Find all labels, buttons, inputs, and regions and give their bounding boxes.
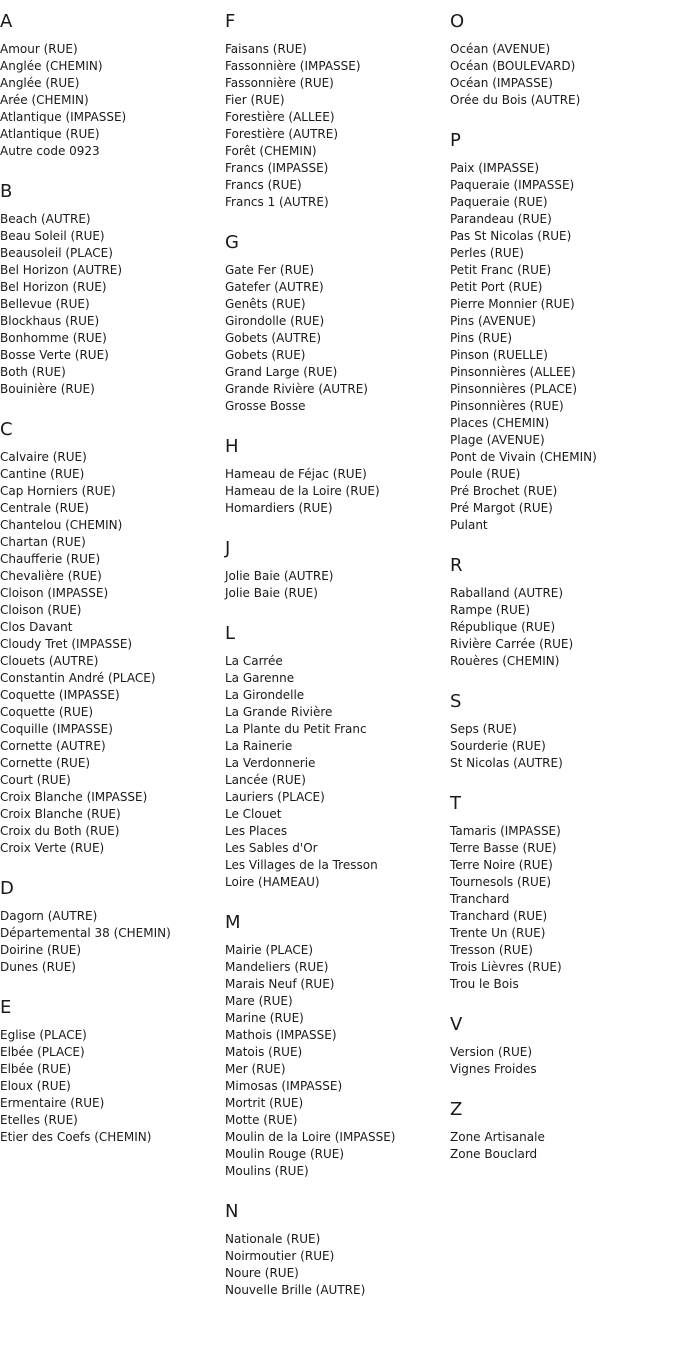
street-name: Eloux (RUE) [0, 1079, 71, 1093]
street-name: La Verdonnerie [225, 756, 316, 770]
street-name: Bosse Verte (RUE) [0, 348, 109, 362]
letter-heading: H [225, 436, 239, 457]
street-name: Chantelou (CHEMIN) [0, 518, 123, 532]
street-name: Mortrit (RUE) [225, 1096, 304, 1110]
letter-heading: G [225, 232, 239, 253]
letter-section-m [225, 912, 450, 1180]
street-name: Parandeau (RUE) [450, 212, 552, 226]
street-name: Coquille (IMPASSE) [0, 722, 113, 736]
street-list [450, 41, 675, 109]
street-name: Océan (IMPASSE) [450, 76, 553, 90]
letter-heading: C [0, 419, 13, 440]
street-name: Les Sables d'Or [225, 841, 318, 855]
street-name: Centrale (RUE) [0, 501, 89, 515]
street-name: Gobets (AUTRE) [225, 331, 322, 345]
street-name: Doirine (RUE) [0, 943, 82, 957]
street-list [225, 466, 450, 517]
street-name: Bonhomme (RUE) [0, 331, 107, 345]
letter-heading: V [450, 1014, 463, 1035]
street-name: Jolie Baie (AUTRE) [225, 569, 334, 583]
letter-heading: S [450, 691, 462, 712]
street-name: Francs (RUE) [225, 178, 302, 192]
street-name: Girondolle (RUE) [225, 314, 325, 328]
street-name: Noure (RUE) [225, 1266, 299, 1280]
street-name: Forestière (ALLEE) [225, 110, 335, 124]
street-name: Trou le Bois [450, 977, 519, 991]
street-name: Grand Large (RUE) [225, 365, 338, 379]
street-name: Etier des Coefs (CHEMIN) [0, 1130, 152, 1144]
street-name: Raballand (AUTRE) [450, 586, 564, 600]
street-name: Fier (RUE) [225, 93, 285, 107]
street-list [450, 823, 675, 993]
street-name: Bellevue (RUE) [0, 297, 90, 311]
street-name: Cornette (AUTRE) [0, 739, 106, 753]
street-name: Chaufferie (RUE) [0, 552, 101, 566]
street-name: Rampe (RUE) [450, 603, 530, 617]
index-column-3 [450, 0, 675, 1299]
street-name: Gatefer (AUTRE) [225, 280, 324, 294]
letter-section-a [0, 11, 225, 160]
street-name: Seps (RUE) [450, 722, 517, 736]
street-name: La Carrée [225, 654, 283, 668]
street-name: Trois Lièvres (RUE) [450, 960, 562, 974]
street-name: Trente Un (RUE) [450, 926, 546, 940]
street-name: Beach (AUTRE) [0, 212, 91, 226]
street-name: Clos Davant [0, 620, 73, 634]
street-name: Amour (RUE) [0, 42, 78, 56]
street-name: Pinsonnières (ALLEE) [450, 365, 576, 379]
street-name: Tournesols (RUE) [450, 875, 552, 889]
street-list [450, 585, 675, 670]
street-name: Francs (IMPASSE) [225, 161, 329, 175]
letter-section-h [225, 436, 450, 517]
street-name: Paqueraie (RUE) [450, 195, 548, 209]
street-list [0, 908, 225, 976]
street-name: St Nicolas (AUTRE) [450, 756, 563, 770]
street-list [0, 211, 225, 398]
street-name: Nouvelle Brille (AUTRE) [225, 1283, 366, 1297]
street-name: Grosse Bosse [225, 399, 306, 413]
street-list [450, 721, 675, 772]
street-name: Chevalière (RUE) [0, 569, 102, 583]
street-name: Hameau de Féjac (RUE) [225, 467, 367, 481]
letter-section-o [450, 11, 675, 109]
street-name: Hameau de la Loire (RUE) [225, 484, 380, 498]
street-name: Sourderie (RUE) [450, 739, 546, 753]
street-name: Noirmoutier (RUE) [225, 1249, 335, 1263]
index-column-2 [225, 0, 450, 1299]
street-name: Fassonnière (IMPASSE) [225, 59, 361, 73]
street-name: Pas St Nicolas (RUE) [450, 229, 572, 243]
letter-heading: Z [450, 1099, 463, 1120]
street-name: Version (RUE) [450, 1045, 533, 1059]
street-name: Lauriers (PLACE) [225, 790, 325, 804]
street-name: Nationale (RUE) [225, 1232, 321, 1246]
street-name: Pulant [450, 518, 488, 532]
letter-section-s [450, 691, 675, 772]
street-name: Motte (RUE) [225, 1113, 298, 1127]
letter-section-g [225, 232, 450, 415]
street-name: Francs 1 (AUTRE) [225, 195, 329, 209]
street-name: Mandeliers (RUE) [225, 960, 329, 974]
street-name: Blockhaus (RUE) [0, 314, 100, 328]
street-name: Cap Horniers (RUE) [0, 484, 116, 498]
letter-section-z [450, 1099, 675, 1163]
letter-section-d [0, 878, 225, 976]
letter-section-e [0, 997, 225, 1146]
street-name: Pont de Vivain (CHEMIN) [450, 450, 597, 464]
letter-section-c [0, 419, 225, 857]
index-column-1 [0, 0, 225, 1299]
street-name: Forêt (CHEMIN) [225, 144, 317, 158]
street-list [0, 1027, 225, 1146]
letter-heading: L [225, 623, 236, 644]
street-list [0, 449, 225, 857]
street-name: Zone Artisanale [450, 1130, 545, 1144]
letter-section-f [225, 11, 450, 211]
street-name: Autre code 0923 [0, 144, 100, 158]
street-name: Pinsonnières (PLACE) [450, 382, 578, 396]
street-list [225, 262, 450, 415]
street-name: Moulins (RUE) [225, 1164, 309, 1178]
street-name: Beau Soleil (RUE) [0, 229, 105, 243]
street-name: Both (RUE) [0, 365, 66, 379]
street-list [225, 653, 450, 891]
street-name: Poule (RUE) [450, 467, 521, 481]
street-name: Tranchard (RUE) [450, 909, 548, 923]
letter-section-p [450, 130, 675, 534]
street-name: Coquette (IMPASSE) [0, 688, 120, 702]
street-name: Pins (RUE) [450, 331, 513, 345]
street-list [225, 568, 450, 602]
street-name: Elbée (RUE) [0, 1062, 72, 1076]
street-name: Rouères (CHEMIN) [450, 654, 560, 668]
street-name: Croix Verte (RUE) [0, 841, 105, 855]
street-name: Océan (AVENUE) [450, 42, 551, 56]
street-name: Places (CHEMIN) [450, 416, 550, 430]
street-name: Gobets (RUE) [225, 348, 306, 362]
letter-heading: B [0, 181, 13, 202]
street-name: Pinsonnières (RUE) [450, 399, 564, 413]
street-name: Cloison (RUE) [0, 603, 82, 617]
street-name: Pré Margot (RUE) [450, 501, 553, 515]
street-name: Clouets (AUTRE) [0, 654, 99, 668]
street-name: Petit Port (RUE) [450, 280, 543, 294]
street-name: Court (RUE) [0, 773, 71, 787]
street-name: Ermentaire (RUE) [0, 1096, 105, 1110]
street-name: Marine (RUE) [225, 1011, 304, 1025]
street-name: Terre Noire (RUE) [450, 858, 553, 872]
street-name: Marais Neuf (RUE) [225, 977, 335, 991]
street-name: Vignes Froides [450, 1062, 537, 1076]
letter-heading: T [450, 793, 461, 814]
letter-heading: M [225, 912, 241, 933]
street-name: Arée (CHEMIN) [0, 93, 89, 107]
street-name: Paix (IMPASSE) [450, 161, 540, 175]
street-list [225, 1231, 450, 1299]
street-name: Jolie Baie (RUE) [225, 586, 318, 600]
street-name: Rivière Carrée (RUE) [450, 637, 574, 651]
street-name: Croix Blanche (IMPASSE) [0, 790, 148, 804]
street-name: Plage (AVENUE) [450, 433, 545, 447]
street-name: Homardiers (RUE) [225, 501, 333, 515]
street-name: Bouinière (RUE) [0, 382, 95, 396]
street-name: Tresson (RUE) [450, 943, 533, 957]
street-name: La Garenne [225, 671, 295, 685]
letter-heading: N [225, 1201, 239, 1222]
street-name: Mare (RUE) [225, 994, 293, 1008]
street-name: Le Clouet [225, 807, 282, 821]
street-name: Chartan (RUE) [0, 535, 86, 549]
street-name: Eglise (PLACE) [0, 1028, 87, 1042]
street-name: Croix Blanche (RUE) [0, 807, 121, 821]
letter-heading: D [0, 878, 14, 899]
street-name: Beausoleil (PLACE) [0, 246, 113, 260]
street-name: Petit Franc (RUE) [450, 263, 552, 277]
street-name: Grande Rivière (AUTRE) [225, 382, 368, 396]
letter-section-r [450, 555, 675, 670]
street-name: Atlantique (RUE) [0, 127, 100, 141]
street-name: Loire (HAMEAU) [225, 875, 320, 889]
street-name: Dunes (RUE) [0, 960, 76, 974]
street-name: La Grande Rivière [225, 705, 333, 719]
street-name: La Rainerie [225, 739, 293, 753]
street-name: Bel Horizon (AUTRE) [0, 263, 123, 277]
street-list [225, 942, 450, 1180]
street-name: Bel Horizon (RUE) [0, 280, 107, 294]
street-name: Croix du Both (RUE) [0, 824, 120, 838]
street-name: Moulin Rouge (RUE) [225, 1147, 345, 1161]
street-name: Pré Brochet (RUE) [450, 484, 558, 498]
street-list [225, 41, 450, 211]
street-name: Pinson (RUELLE) [450, 348, 548, 362]
street-name: Départemental 38 (CHEMIN) [0, 926, 171, 940]
street-name: Cloison (IMPASSE) [0, 586, 109, 600]
street-name: Atlantique (IMPASSE) [0, 110, 127, 124]
street-name: La Plante du Petit Franc [225, 722, 367, 736]
street-name: Elbée (PLACE) [0, 1045, 85, 1059]
street-name: Mer (RUE) [225, 1062, 286, 1076]
letter-heading: R [450, 555, 463, 576]
street-name: Moulin de la Loire (IMPASSE) [225, 1130, 396, 1144]
street-name: Orée du Bois (AUTRE) [450, 93, 581, 107]
street-list [450, 1044, 675, 1078]
street-list [450, 160, 675, 534]
street-name: Dagorn (AUTRE) [0, 909, 98, 923]
street-list [0, 41, 225, 160]
street-name: Matois (RUE) [225, 1045, 303, 1059]
letter-heading: O [450, 11, 465, 32]
street-name: Mairie (PLACE) [225, 943, 314, 957]
street-name: Mimosas (IMPASSE) [225, 1079, 343, 1093]
letter-section-n [225, 1201, 450, 1299]
street-name: Genêts (RUE) [225, 297, 306, 311]
letter-section-t [450, 793, 675, 993]
street-name: Cloudy Tret (IMPASSE) [0, 637, 133, 651]
street-name: Gate Fer (RUE) [225, 263, 314, 277]
street-name: Paqueraie (IMPASSE) [450, 178, 575, 192]
street-name: Pins (AVENUE) [450, 314, 536, 328]
street-name: La Girondelle [225, 688, 305, 702]
street-name: Pierre Monnier (RUE) [450, 297, 575, 311]
street-name: Les Places [225, 824, 288, 838]
street-name: Océan (BOULEVARD) [450, 59, 576, 73]
street-name: Forestière (AUTRE) [225, 127, 339, 141]
street-name: Constantin André (PLACE) [0, 671, 156, 685]
street-name: Lancée (RUE) [225, 773, 306, 787]
street-name: Anglée (RUE) [0, 76, 80, 90]
street-name: Etelles (RUE) [0, 1113, 78, 1127]
street-name: Mathois (IMPASSE) [225, 1028, 337, 1042]
letter-heading: E [0, 997, 12, 1018]
street-name: Anglée (CHEMIN) [0, 59, 103, 73]
letter-section-j [225, 538, 450, 602]
street-name: Cornette (RUE) [0, 756, 91, 770]
street-name: Zone Bouclard [450, 1147, 538, 1161]
street-name: Les Villages de la Tresson [225, 858, 378, 872]
street-name: Perles (RUE) [450, 246, 524, 260]
street-name: République (RUE) [450, 620, 556, 634]
street-list [450, 1129, 675, 1163]
letter-heading: A [0, 11, 13, 32]
letter-heading: P [450, 130, 461, 151]
letter-section-l [225, 623, 450, 891]
street-name: Terre Basse (RUE) [450, 841, 557, 855]
street-name: Coquette (RUE) [0, 705, 93, 719]
letter-section-v [450, 1014, 675, 1078]
street-name: Calvaire (RUE) [0, 450, 87, 464]
street-name: Cantine (RUE) [0, 467, 85, 481]
street-name: Tamaris (IMPASSE) [450, 824, 561, 838]
letter-heading: J [225, 538, 231, 559]
street-name: Fassonnière (RUE) [225, 76, 334, 90]
street-name: Faisans (RUE) [225, 42, 307, 56]
letter-section-b [0, 181, 225, 398]
street-name: Tranchard [450, 892, 510, 906]
letter-heading: F [225, 11, 236, 32]
